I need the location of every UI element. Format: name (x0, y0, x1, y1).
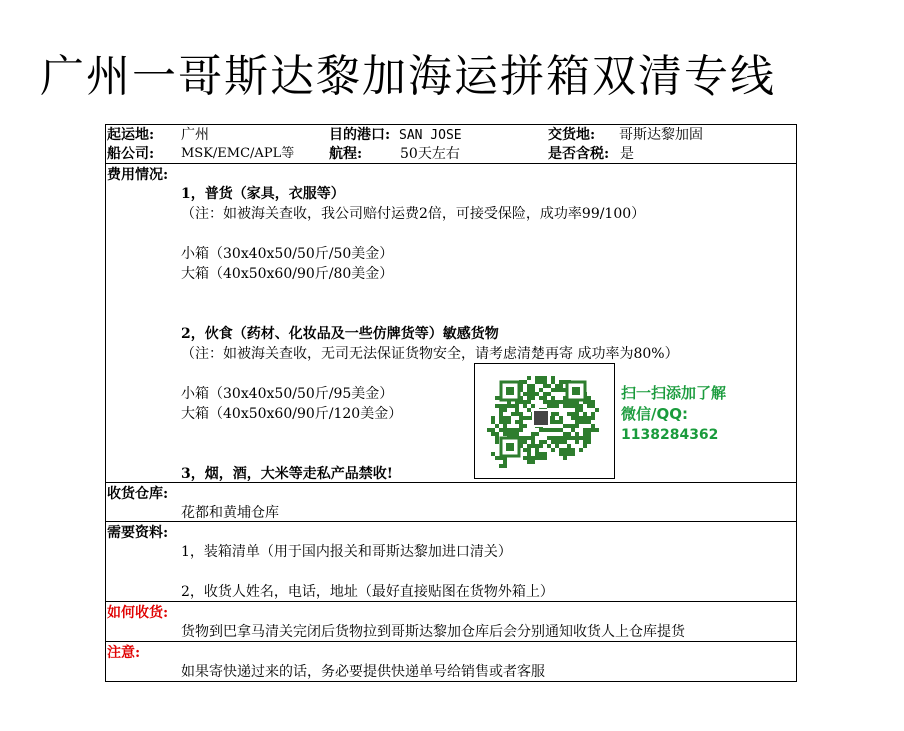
carrier-label: 船公司: (107, 146, 155, 162)
contact-line1: 扫一扫添加了解 (621, 384, 727, 402)
contact-line2: 微信/QQ: (621, 405, 688, 423)
notice-label: 注意: (107, 645, 141, 661)
documents-item-1: 1，装箱清单（用于国内报关和哥斯达黎加进口清关） (181, 544, 512, 560)
contact-number: 1138284362 (621, 427, 719, 443)
voyage-value: 50天左右 (400, 146, 460, 162)
destination-value: SAN JOSE (399, 128, 462, 143)
fees-label: 费用情况: (107, 167, 169, 183)
receiving-label: 如何收货: (107, 605, 169, 621)
sensitive-small-box: 小箱（30x40x50/50斤/95美金） (181, 386, 394, 402)
page-title: 广州一哥斯达黎加海运拼箱双清专线 (40, 51, 776, 102)
origin-value: 广州 (181, 127, 209, 143)
delivery-value: 哥斯达黎加固 (619, 127, 703, 143)
receiving-value: 货物到巴拿马清关完闭后货物拉到哥斯达黎加仓库后会分别通知收货人上仓库提货 (181, 624, 685, 640)
voyage-label: 航程: (329, 146, 363, 162)
sensitive-cargo-title: 2，伙食（药材、化妆品及一些仿牌货等）敏感货物 (181, 326, 499, 342)
delivery-label: 交货地: (548, 127, 596, 143)
divider (105, 641, 797, 642)
documents-label: 需要资料: (107, 525, 169, 541)
documents-item-2: 2，收货人姓名，电话，地址（最好直接贴图在货物外箱上） (181, 584, 554, 600)
general-cargo-note: （注：如被海关查收，我公司赔付运费2倍，可接受保险，成功率99/100） (181, 206, 646, 222)
banned-items: 3，烟，酒，大米等走私产品禁收! (181, 466, 393, 482)
warehouse-label: 收货仓库: (107, 486, 169, 502)
tax-value: 是 (620, 146, 634, 162)
sensitive-cargo-note: （注：如被海关查收，无司无法保证货物安全，请考虑清楚再寄 成功率为80%） (181, 346, 679, 362)
carrier-value: MSK/EMC/APL等 (181, 146, 295, 161)
tax-label: 是否含税: (548, 146, 610, 162)
qr-code (474, 363, 615, 479)
sensitive-large-box: 大箱（40x50x60/90斤/120美金） (181, 406, 403, 422)
general-large-box: 大箱（40x50x60/90斤/80美金） (181, 266, 394, 282)
divider (105, 601, 797, 602)
divider (105, 163, 797, 164)
destination-label: 目的港口: (329, 127, 391, 143)
origin-label: 起运地: (107, 127, 155, 143)
warehouse-value: 花都和黄埔仓库 (181, 505, 279, 521)
notice-value: 如果寄快递过来的话，务必要提供快递单号给销售或者客服 (181, 664, 545, 680)
qr-code-icon (481, 368, 609, 476)
general-cargo-title: 1，普货（家具，衣服等） (181, 186, 345, 202)
general-small-box: 小箱（30x40x50/50斤/50美金） (181, 246, 394, 262)
